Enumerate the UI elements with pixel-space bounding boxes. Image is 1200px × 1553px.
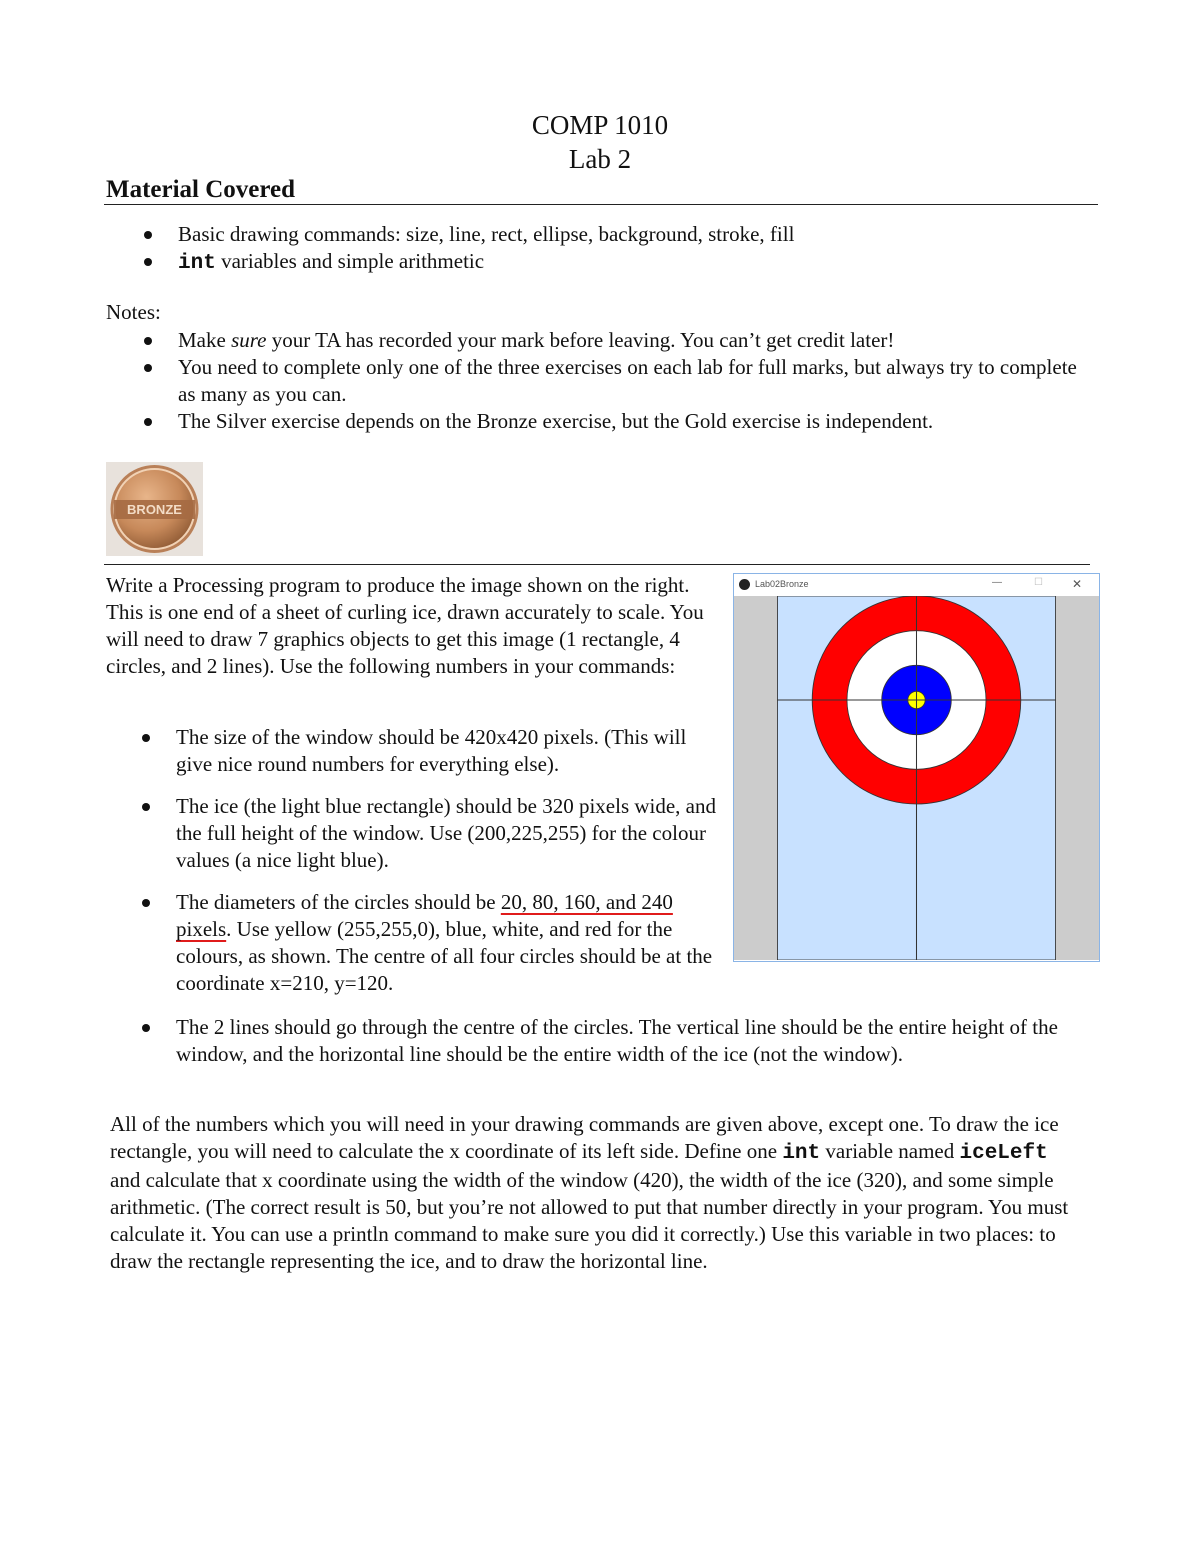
bronze-list-left [104, 724, 724, 997]
material-heading: Material Covered [106, 176, 296, 203]
code-int: int [782, 1142, 821, 1165]
list-item [106, 408, 1098, 435]
underlined-diameters: 20, 80, 160, and 240 pixels [176, 890, 673, 941]
sketch-window [733, 573, 1100, 962]
closing-text: variable named [820, 1139, 960, 1163]
section-rule [104, 564, 1090, 565]
notes-label: Notes: [106, 300, 161, 324]
bullet-text: The ice (the light blue rectangle) should be 320 pixels wide, and the full height of the window. Use (200,225,255) for the colour values (a nice light blue). [176, 794, 717, 872]
list-item [104, 889, 724, 997]
sketch-window-title: Lab02Bronze [755, 579, 809, 589]
bullet-text: The 2 lines should go through the centre of the circles. The vertical line should be the entire height of the window, and the horizontal line should be the entire width of the ice (not the window). [176, 1015, 1058, 1066]
notes-list [106, 327, 1098, 435]
close-icon[interactable]: ✕ [1072, 577, 1083, 591]
bronze-intro: Write a Processing program to produce the image shown on the right. This is one end of a sheet of curling ice, drawn accurately to scale. You will need to draw 7 graphics objects to get this image (1 rectangle, 4 circles, and 2 lines). Use the following numbers in your commands: [106, 573, 704, 678]
list-item [104, 724, 724, 778]
badge-text: BRONZE [127, 502, 182, 517]
bullet-text: The size of the window should be 420x420 pixels. (This will give nice round numbers for everything else). [176, 725, 687, 776]
lab-title: Lab 2 [568, 144, 632, 174]
bronze-badge [106, 462, 203, 556]
closing-text: and calculate that x coordinate using the width of the window (420), the width of the ice (320), and some simple arithmetic. (The correct result is 50, but you’re not allowed to put that number directly in your program. You must calculate it. You can use a println command to make sure you did it correctly.) Use this variable in two places: to draw the rectangle representing the ice, and to draw the horizontal line. [110, 1168, 1069, 1273]
bronze-list-full [104, 1014, 1094, 1068]
note-text: Make [178, 328, 232, 352]
closing-text: All of the numbers which you will need in your drawing commands are given above, except one. To draw the ice rectangle, you will need to calculate the x coordinate of its left side. Define one [110, 1112, 1059, 1163]
list-item [106, 327, 1098, 354]
processing-logo-icon [739, 579, 750, 590]
course-title: COMP 1010 [531, 110, 669, 140]
list-item [106, 221, 1096, 248]
list-item [106, 354, 1098, 408]
note-text: your TA has recorded your mark before leaving. You can’t get credit later! [266, 328, 895, 352]
list-item [104, 793, 724, 874]
sketch-canvas [734, 596, 1099, 960]
code-int: int [178, 252, 216, 275]
sketch-titlebar [734, 574, 1099, 596]
bronze-medal-icon [106, 462, 203, 556]
code-iceleft: iceLeft [959, 1142, 1048, 1165]
bronze-closing [110, 1111, 1072, 1275]
emphasis-sure: sure [231, 328, 267, 352]
maximize-icon[interactable]: ☐ [1034, 577, 1043, 588]
heading-rule [104, 204, 1098, 205]
material-item-text: variables and simple arithmetic [215, 249, 485, 273]
minimize-icon[interactable]: — [992, 577, 1002, 588]
bullet-text: . Use yellow (255,255,0), blue, white, and red for the colours, as shown. The centre of all four circles should be at the coordinate x=210, y=120. [176, 917, 713, 995]
list-item [104, 1014, 1094, 1068]
material-list [106, 221, 1096, 277]
bullet-text: The diameters of the circles should be [176, 890, 501, 914]
list-item [106, 248, 1096, 277]
note-text: You need to complete only one of the three exercises on each lab for full marks, but always try to complete as many as you can. [178, 355, 1077, 406]
note-text: The Silver exercise depends on the Bronze exercise, but the Gold exercise is independent. [178, 409, 934, 433]
material-item-text: Basic drawing commands: size, line, rect, ellipse, background, stroke, fill [178, 222, 795, 246]
